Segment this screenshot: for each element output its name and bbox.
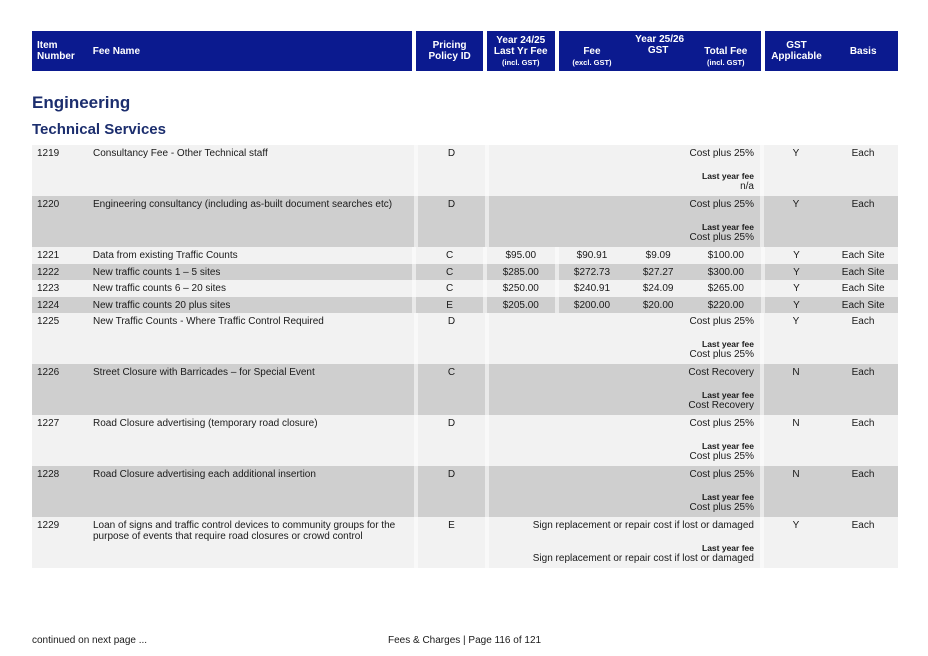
table-row bbox=[32, 466, 898, 517]
fee-excl-gst: $90.91 bbox=[576, 250, 608, 261]
fee-name: Loan of signs and traffic control devices to community groups for the purpose of events that require road closures or crowd control bbox=[93, 520, 396, 542]
basis: Each Site bbox=[841, 299, 885, 311]
pricing-policy-id: D bbox=[447, 469, 456, 480]
fee-excl-gst: $272.73 bbox=[573, 266, 611, 278]
gst-applicable: Y bbox=[792, 520, 800, 531]
item-number: 1219 bbox=[37, 148, 60, 159]
fees-page bbox=[32, 31, 898, 568]
fee-description bbox=[489, 517, 760, 568]
gst-applicable: N bbox=[792, 469, 800, 480]
item-number: 1222 bbox=[37, 266, 60, 278]
gst-applicable: Y bbox=[793, 250, 800, 261]
table-row bbox=[32, 364, 898, 415]
pricing-policy-id: C bbox=[446, 283, 454, 294]
total-fee: $220.00 bbox=[707, 299, 744, 311]
basis: Each bbox=[851, 469, 875, 480]
header-item-number-line2: Number bbox=[37, 51, 75, 62]
gst-applicable: Y bbox=[793, 266, 800, 278]
fee-name: Road Closure advertising each additional insertion bbox=[93, 469, 316, 480]
header-gst: GST bbox=[647, 45, 669, 56]
basis: Each Site bbox=[841, 250, 885, 261]
fee-name: Consultancy Fee - Other Technical staff bbox=[93, 148, 268, 159]
header-gst-applicable-line1: GST bbox=[786, 40, 807, 51]
total-fee: $265.00 bbox=[707, 283, 744, 294]
gst-amount: $9.09 bbox=[645, 250, 671, 261]
fee-name: Engineering consultancy (including as-built document searches etc) bbox=[93, 199, 393, 210]
item-number: 1223 bbox=[37, 283, 60, 294]
header-excl-gst: (excl. GST) bbox=[572, 58, 612, 67]
continued-note: continued on next page ... bbox=[32, 635, 148, 646]
header-fee-name-label: Fee Name bbox=[92, 45, 141, 57]
fee-description bbox=[489, 415, 760, 466]
header-last-incl-gst: (incl. GST) bbox=[502, 57, 540, 67]
gst-applicable: N bbox=[792, 367, 800, 378]
fee-name: New traffic counts 20 plus sites bbox=[92, 299, 231, 311]
table-row bbox=[32, 415, 898, 466]
current-fee-text: Cost plus 25% bbox=[689, 418, 754, 429]
header-year-2526-label: Year 25/26 bbox=[635, 34, 685, 45]
gst-applicable: Y bbox=[792, 316, 800, 327]
current-fee-text: Cost plus 25% bbox=[689, 469, 754, 480]
item-number: 1225 bbox=[37, 316, 60, 327]
last-year-fee-value: n/a bbox=[740, 181, 754, 192]
last-year-fee: $95.00 bbox=[505, 250, 537, 261]
header-total-fee bbox=[691, 46, 761, 68]
last-year-fee-label: Last year fee bbox=[702, 543, 754, 553]
fee-name: Road Closure advertising (temporary road closure) bbox=[93, 418, 318, 429]
current-fee-text: Cost plus 25% bbox=[689, 199, 754, 210]
gst-amount: $20.00 bbox=[642, 299, 674, 311]
basis: Each bbox=[851, 316, 875, 327]
item-number: 1228 bbox=[37, 469, 60, 480]
pricing-policy-id: E bbox=[446, 299, 453, 311]
fee-description bbox=[489, 364, 760, 415]
fee-table bbox=[32, 145, 898, 568]
item-number: 1227 bbox=[37, 418, 60, 429]
header-basis-label: Basis bbox=[849, 45, 877, 57]
last-year-fee-label: Last year fee bbox=[702, 339, 754, 349]
header-pricing-line1: Pricing bbox=[432, 40, 467, 51]
last-year-fee-value: Cost plus 25% bbox=[689, 232, 754, 243]
last-year-fee-label: Last year fee bbox=[702, 492, 754, 502]
last-year-fee-value: Cost plus 25% bbox=[689, 451, 754, 462]
item-number: 1221 bbox=[37, 250, 60, 261]
last-year-fee-value: Sign replacement or repair cost if lost or damaged bbox=[532, 553, 754, 564]
header-fee-label: Fee bbox=[583, 46, 601, 57]
table-row bbox=[32, 145, 898, 196]
header-item-number bbox=[32, 31, 88, 71]
last-year-fee-label: Last year fee bbox=[702, 222, 754, 232]
total-fee: $300.00 bbox=[707, 266, 744, 278]
last-year-fee-value: Cost plus 25% bbox=[689, 349, 754, 360]
fee-excl-gst: $200.00 bbox=[573, 299, 611, 311]
header-last-yr-fee-label: Last Yr Fee bbox=[493, 45, 548, 57]
pricing-policy-id: C bbox=[446, 250, 454, 261]
fee-name: New traffic counts 1 – 5 sites bbox=[92, 266, 221, 278]
basis: Each bbox=[851, 199, 875, 210]
gst-applicable: Y bbox=[793, 299, 800, 311]
fee-description bbox=[489, 313, 760, 364]
basis: Each bbox=[851, 367, 875, 378]
basis: Each Site bbox=[841, 266, 885, 278]
gst-amount: $27.27 bbox=[642, 266, 674, 278]
current-fee-text: Cost plus 25% bbox=[689, 316, 754, 327]
total-fee: $100.00 bbox=[707, 250, 744, 261]
pricing-policy-id: C bbox=[446, 266, 454, 278]
table-row bbox=[32, 297, 898, 314]
gst-applicable: Y bbox=[793, 283, 800, 294]
pricing-policy-id: D bbox=[447, 199, 456, 210]
fee-name: New traffic counts 6 – 20 sites bbox=[92, 283, 226, 294]
pricing-policy-id: D bbox=[447, 316, 456, 327]
current-fee-text: Cost Recovery bbox=[688, 367, 754, 378]
table-header bbox=[32, 31, 898, 71]
header-gst-applicable bbox=[765, 31, 829, 71]
header-gst-applicable-line2: Applicable bbox=[771, 51, 822, 62]
header-fee bbox=[559, 46, 626, 68]
header-fee-name bbox=[88, 31, 413, 71]
header-year-2425-label: Year 24/25 bbox=[496, 34, 546, 46]
table-row bbox=[32, 517, 898, 568]
gst-applicable: Y bbox=[792, 148, 800, 159]
page-footer: Fees & Charges | Page 116 of 121 bbox=[388, 635, 542, 646]
current-fee-text: Sign replacement or repair cost if lost or damaged bbox=[532, 520, 754, 531]
gst-applicable: Y bbox=[792, 199, 800, 210]
basis: Each bbox=[851, 520, 875, 531]
section-title: Engineering bbox=[32, 93, 131, 112]
table-row bbox=[32, 313, 898, 364]
last-year-fee-label: Last year fee bbox=[702, 171, 754, 181]
fee-description bbox=[489, 196, 760, 247]
header-year-2526 bbox=[559, 31, 761, 71]
table-row bbox=[32, 280, 898, 297]
pricing-policy-id: D bbox=[447, 148, 456, 159]
last-year-fee: $285.00 bbox=[502, 266, 539, 278]
fee-excl-gst: $240.91 bbox=[573, 283, 611, 294]
item-number: 1224 bbox=[37, 299, 60, 311]
current-fee-text: Cost plus 25% bbox=[689, 148, 754, 159]
header-total-fee-label: Total Fee bbox=[704, 46, 748, 57]
last-year-fee-label: Last year fee bbox=[702, 441, 754, 451]
basis: Each Site bbox=[841, 283, 885, 294]
item-number: 1229 bbox=[37, 520, 60, 531]
basis: Each bbox=[851, 418, 875, 429]
last-year-fee-label: Last year fee bbox=[702, 390, 754, 400]
gst-amount: $24.09 bbox=[642, 283, 674, 294]
table-row bbox=[32, 196, 898, 247]
header-basis bbox=[828, 31, 898, 71]
pricing-policy-id: D bbox=[447, 418, 456, 429]
header-item-number-line1: Item bbox=[37, 40, 58, 51]
pricing-policy-id: C bbox=[447, 367, 456, 378]
pricing-policy-id: E bbox=[448, 520, 455, 531]
fee-name: Street Closure with Barricades – for Special Event bbox=[93, 367, 315, 378]
last-year-fee: $250.00 bbox=[502, 283, 539, 294]
basis: Each bbox=[851, 148, 875, 159]
gst-applicable: N bbox=[792, 418, 800, 429]
last-year-fee-value: Cost plus 25% bbox=[689, 502, 754, 513]
item-number: 1226 bbox=[37, 367, 60, 378]
header-pricing-line2: Policy ID bbox=[428, 51, 471, 62]
table-row bbox=[32, 247, 898, 264]
fee-description bbox=[489, 466, 760, 517]
header-total-incl-gst: (incl. GST) bbox=[707, 58, 745, 67]
header-pricing-policy bbox=[416, 31, 483, 71]
fee-description bbox=[489, 145, 760, 196]
item-number: 1220 bbox=[37, 199, 60, 210]
last-year-fee: $205.00 bbox=[502, 299, 539, 311]
table-row bbox=[32, 264, 898, 281]
header-year-2425 bbox=[487, 31, 555, 71]
last-year-fee-value: Cost Recovery bbox=[688, 400, 754, 411]
fee-name: New Traffic Counts - Where Traffic Control Required bbox=[93, 316, 324, 327]
subsection-title: Technical Services bbox=[32, 121, 166, 138]
fee-name: Data from existing Traffic Counts bbox=[92, 250, 238, 261]
